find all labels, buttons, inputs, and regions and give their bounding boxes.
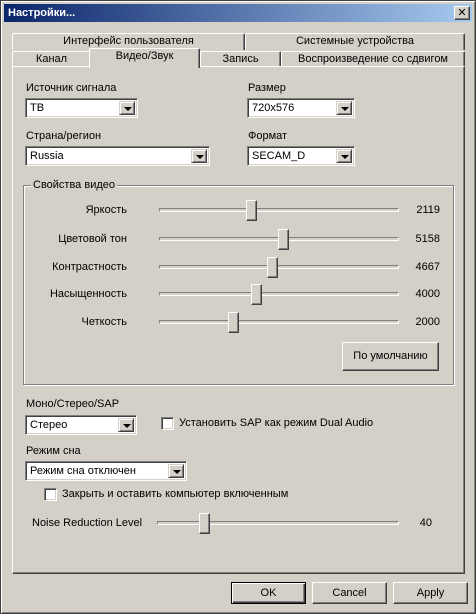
video-slider-thumb[interactable]	[267, 257, 278, 278]
noise-reduction-label: Noise Reduction Level	[32, 517, 143, 529]
format-select[interactable]	[247, 146, 355, 166]
video-slider-track[interactable]	[159, 292, 399, 296]
video-slider-track[interactable]	[159, 320, 399, 324]
size-value: 720x576	[252, 102, 295, 114]
tab-label: Канал	[35, 53, 68, 65]
window-title: Настройки...	[8, 7, 76, 19]
video-slider-value: 2000	[415, 316, 440, 328]
country-value: Russia	[30, 150, 64, 162]
format-value: SECAM_D	[252, 150, 306, 162]
defaults-button[interactable]: По умолчанию	[342, 342, 439, 371]
country-select[interactable]	[25, 146, 210, 166]
video-slider-thumb[interactable]	[278, 229, 289, 250]
video-properties-title: Свойства видео	[33, 179, 116, 191]
format-label: Формат	[248, 130, 288, 142]
video-slider-value: 4000	[415, 288, 440, 300]
chevron-down-icon[interactable]	[118, 418, 134, 432]
video-slider-label: Насыщенность	[49, 288, 127, 300]
video-slider-label: Цветовой тон	[58, 233, 127, 245]
video-slider-label: Яркость	[85, 204, 127, 216]
audio-mode-select[interactable]	[25, 415, 137, 435]
tab-label: Интерфейс пользователя	[63, 35, 194, 47]
cancel-button[interactable]: Cancel	[312, 582, 387, 604]
video-slider-track[interactable]	[159, 208, 399, 212]
video-slider-thumb[interactable]	[246, 200, 257, 221]
source-value: ТВ	[30, 102, 45, 114]
country-label: Страна/регион	[26, 130, 102, 142]
noise-reduction-value: 40	[419, 517, 432, 529]
size-label: Размер	[248, 82, 286, 94]
tab-label: Воспроизведение со сдвигом	[297, 53, 448, 65]
audio-mode-value: Стерео	[30, 419, 68, 431]
ok-button[interactable]: OK	[231, 582, 306, 604]
video-slider-value: 2119	[416, 204, 440, 216]
chevron-down-icon[interactable]	[191, 149, 207, 163]
keep-computer-on-label: Закрыть и оставить компьютер включенным	[62, 488, 289, 500]
noise-reduction-track[interactable]	[157, 521, 399, 525]
keep-computer-on-checkbox[interactable]	[44, 488, 57, 501]
noise-reduction-slider-thumb[interactable]	[199, 513, 210, 534]
close-icon[interactable]: ✕	[454, 6, 470, 20]
video-slider-value: 4667	[415, 261, 440, 273]
tab-label: Системные устройства	[295, 35, 414, 47]
tab-label: Запись	[222, 53, 259, 65]
sleep-mode-label: Режим сна	[26, 445, 81, 457]
size-select[interactable]	[247, 98, 355, 118]
chevron-down-icon[interactable]	[336, 101, 352, 115]
video-slider-label: Контрастность	[52, 261, 127, 273]
chevron-down-icon[interactable]	[168, 464, 184, 478]
audio-mode-label: Моно/Стерео/SAP	[26, 398, 120, 410]
source-label: Источник сигнала	[26, 82, 117, 94]
video-slider-thumb[interactable]	[251, 284, 262, 305]
chevron-down-icon[interactable]	[119, 101, 135, 115]
sleep-mode-select[interactable]	[25, 461, 187, 481]
video-slider-track[interactable]	[159, 265, 399, 269]
tab-label: Видео/Звук	[115, 50, 174, 62]
sap-checkbox[interactable]	[161, 417, 174, 430]
video-slider-thumb[interactable]	[228, 312, 239, 333]
video-slider-label: Четкость	[81, 316, 127, 328]
sleep-mode-value: Режим сна отключен	[30, 465, 136, 477]
apply-button[interactable]: Apply	[393, 582, 468, 604]
sap-checkbox-label: Установить SAP как режим Dual Audio	[179, 417, 373, 429]
source-select[interactable]	[25, 98, 138, 118]
video-slider-value: 5158	[415, 233, 440, 245]
chevron-down-icon[interactable]	[336, 149, 352, 163]
